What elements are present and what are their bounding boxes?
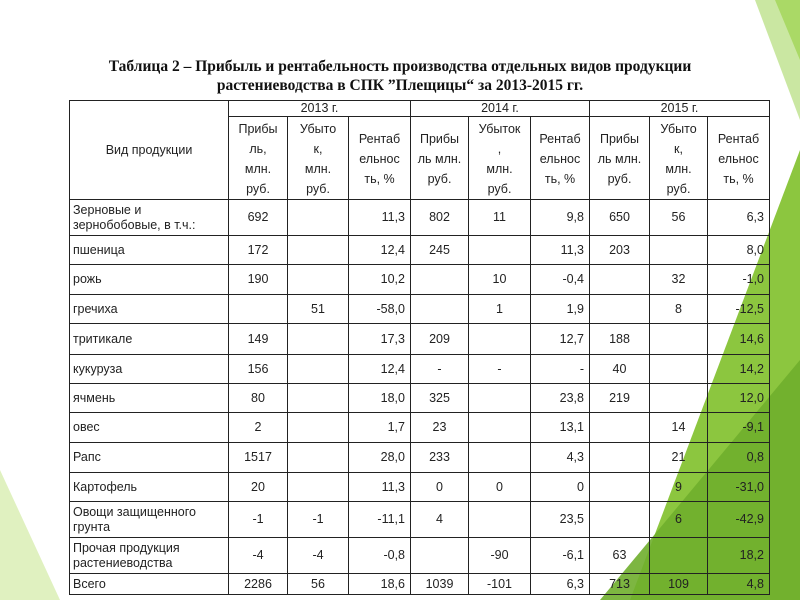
value-cell (650, 324, 708, 355)
product-name-line: Прочая продукция (73, 540, 180, 555)
value-cell: -4 (288, 538, 349, 574)
value-cell: 219 (590, 384, 650, 413)
value-cell: 23,5 (531, 502, 590, 538)
subheader-cell (229, 117, 288, 200)
product-name-line: кукуруза (73, 361, 123, 376)
product-name-line: рожь (73, 272, 102, 286)
value-cell: 2 (229, 413, 288, 443)
value-cell: 0,8 (708, 443, 770, 473)
value-cell (288, 236, 349, 265)
table-row (70, 384, 770, 413)
value-cell: - (411, 355, 469, 384)
header-year-2015: 2015 г. (590, 101, 770, 117)
subheader-line: ть, % (723, 172, 754, 186)
subheader-line: Рентаб (358, 132, 401, 146)
subheader-line: Прибы (599, 132, 640, 146)
subheader-cell (708, 117, 770, 200)
product-name-cell (70, 538, 229, 574)
subheader-line: руб. (427, 172, 452, 186)
value-cell: 12,7 (531, 324, 590, 355)
profit-table (69, 100, 770, 595)
product-name-line: Всего (73, 576, 106, 591)
value-cell: 1,7 (349, 413, 411, 443)
subheader-cell (349, 117, 411, 200)
value-cell: -6,1 (531, 538, 590, 574)
slide-title (60, 57, 740, 95)
value-cell (411, 538, 469, 574)
value-cell (650, 236, 708, 265)
value-cell (650, 384, 708, 413)
value-cell (288, 355, 349, 384)
subheader-line: ть, % (364, 172, 395, 186)
table-row (70, 538, 770, 574)
subheader-line: Прибы (238, 122, 278, 136)
value-cell: -12,5 (708, 295, 770, 324)
subheader-cell (411, 117, 469, 200)
subheader-line: млн. (486, 162, 513, 176)
value-cell: 156 (229, 355, 288, 384)
value-cell: 80 (229, 384, 288, 413)
value-cell: 4 (411, 502, 469, 538)
subheader-line: ль млн. (597, 152, 642, 166)
value-cell (288, 384, 349, 413)
table-row (70, 574, 770, 595)
value-cell (229, 295, 288, 324)
table-row (70, 443, 770, 473)
subheader-line: руб. (607, 172, 632, 186)
value-cell: 12,4 (349, 355, 411, 384)
value-cell: 172 (229, 236, 288, 265)
value-cell: 0 (411, 473, 469, 502)
value-cell: 10,2 (349, 265, 411, 295)
subheader-line: ть, % (544, 172, 576, 186)
header-year-2013: 2013 г. (229, 101, 411, 117)
product-name-cell (70, 473, 229, 502)
value-cell: -1,0 (708, 265, 770, 295)
table-row (70, 324, 770, 355)
subheader-line: ельнос (359, 152, 400, 166)
subheader-line: млн. (244, 162, 272, 176)
subheader-line: Рентаб (717, 132, 760, 146)
subheader-cell (469, 117, 531, 200)
value-cell: 14,2 (708, 355, 770, 384)
value-cell: 12,4 (349, 236, 411, 265)
value-cell: 56 (288, 574, 349, 595)
header-product: Вид продукции (70, 101, 229, 200)
value-cell: -58,0 (349, 295, 411, 324)
title-line-2: растениеводства в СПК ”Плещицы“ за 2013-2015 гг. (216, 77, 584, 94)
value-cell (411, 265, 469, 295)
subheader-line: Убыто (660, 122, 697, 136)
value-cell (469, 413, 531, 443)
value-cell: - (469, 355, 531, 384)
value-cell: 1517 (229, 443, 288, 473)
product-name-cell (70, 295, 229, 324)
value-cell: 23 (411, 413, 469, 443)
subheader-line: млн. (304, 162, 332, 176)
value-cell: 11,3 (349, 473, 411, 502)
value-cell: 209 (411, 324, 469, 355)
subheader-line: ельнос (539, 152, 581, 166)
value-cell: 6 (650, 502, 708, 538)
value-cell: 233 (411, 443, 469, 473)
product-name-line: Зерновые и (73, 202, 142, 217)
table-row (70, 200, 770, 236)
value-cell: -42,9 (708, 502, 770, 538)
product-name-line: Овощи защищенного (73, 504, 196, 519)
value-cell: 11,3 (349, 200, 411, 236)
subheader-line: руб. (246, 182, 270, 196)
value-cell: 325 (411, 384, 469, 413)
value-cell: 17,3 (349, 324, 411, 355)
value-cell: -0,8 (349, 538, 411, 574)
value-cell: -9,1 (708, 413, 770, 443)
subheader-cell (288, 117, 349, 200)
product-name-line: пшеница (73, 242, 125, 257)
value-cell (288, 324, 349, 355)
value-cell: 0 (469, 473, 531, 502)
value-cell: 18,6 (349, 574, 411, 595)
value-cell (650, 355, 708, 384)
value-cell (288, 413, 349, 443)
value-cell (650, 538, 708, 574)
subheader-line: Убыток (478, 122, 521, 136)
product-name-line: гречиха (73, 301, 118, 316)
subheader-cell (590, 117, 650, 200)
value-cell (590, 413, 650, 443)
product-name-line: растениеводства (73, 555, 173, 570)
value-cell: 109 (650, 574, 708, 595)
value-cell (469, 236, 531, 265)
table-row (70, 265, 770, 295)
subheader-line: ль, (249, 142, 267, 156)
subheader-line: ельнос (718, 152, 759, 166)
value-cell (288, 265, 349, 295)
title-line-1: Таблица 2 – Прибыль и рентабельность производства отдельных видов продукции (108, 58, 692, 75)
value-cell (590, 295, 650, 324)
table-row (70, 502, 770, 538)
value-cell: 18,2 (708, 538, 770, 574)
value-cell (469, 384, 531, 413)
value-cell: 1039 (411, 574, 469, 595)
value-cell: 245 (411, 236, 469, 265)
product-name-cell (70, 200, 229, 236)
product-name-cell (70, 384, 229, 413)
header-year-2014: 2014 г. (411, 101, 590, 117)
value-cell: 12,0 (708, 384, 770, 413)
value-cell: 28,0 (349, 443, 411, 473)
product-name-line: ячмень (73, 390, 116, 405)
product-name-cell (70, 324, 229, 355)
value-cell: 8 (650, 295, 708, 324)
value-cell: 650 (590, 200, 650, 236)
value-cell (411, 295, 469, 324)
value-cell: 1,9 (531, 295, 590, 324)
subheader-line: Рентаб (539, 132, 581, 146)
subheader-cell (531, 117, 590, 200)
value-cell: 9 (650, 473, 708, 502)
value-cell (288, 443, 349, 473)
value-cell: -4 (229, 538, 288, 574)
value-cell: 6,3 (708, 200, 770, 236)
subheader-line: руб. (487, 182, 512, 196)
value-cell (288, 200, 349, 236)
value-cell: 21 (650, 443, 708, 473)
value-cell: 9,8 (531, 200, 590, 236)
subheader-line: руб. (306, 182, 330, 196)
subheader-cell (650, 117, 708, 200)
value-cell (590, 473, 650, 502)
value-cell: 56 (650, 200, 708, 236)
value-cell: 4,3 (531, 443, 590, 473)
subheader-line: ль млн. (417, 152, 462, 166)
product-name-line: овес (73, 420, 100, 434)
subheader-line: , (497, 142, 502, 156)
value-cell: 203 (590, 236, 650, 265)
value-cell: -1 (229, 502, 288, 538)
subheader-line: млн. (665, 162, 692, 176)
value-cell: -31,0 (708, 473, 770, 502)
value-cell: 14,6 (708, 324, 770, 355)
value-cell: 6,3 (531, 574, 590, 595)
value-cell: -90 (469, 538, 531, 574)
table-row (70, 295, 770, 324)
value-cell: 18,0 (349, 384, 411, 413)
value-cell: 51 (288, 295, 349, 324)
value-cell: 13,1 (531, 413, 590, 443)
data-table-container (69, 100, 770, 595)
value-cell: 0 (531, 473, 590, 502)
value-cell (590, 265, 650, 295)
product-name-line: Картофель (73, 479, 138, 494)
table-row (70, 473, 770, 502)
value-cell: 149 (229, 324, 288, 355)
value-cell: 14 (650, 413, 708, 443)
value-cell: 40 (590, 355, 650, 384)
product-name-cell (70, 355, 229, 384)
value-cell: 63 (590, 538, 650, 574)
product-name-line: зернобобовые, в т.ч.: (73, 217, 196, 232)
subheader-line: Прибы (419, 132, 460, 146)
value-cell: 692 (229, 200, 288, 236)
value-cell: -101 (469, 574, 531, 595)
subheader-line: к, (313, 142, 323, 156)
value-cell: 20 (229, 473, 288, 502)
value-cell: 188 (590, 324, 650, 355)
product-name-line: грунта (73, 519, 111, 534)
subheader-line: руб. (666, 182, 691, 196)
value-cell: 713 (590, 574, 650, 595)
value-cell (590, 443, 650, 473)
table-row (70, 413, 770, 443)
subheader-line: Убыто (299, 122, 337, 136)
value-cell: 10 (469, 265, 531, 295)
product-name-cell (70, 443, 229, 473)
value-cell (469, 502, 531, 538)
table-row (70, 355, 770, 384)
value-cell (288, 473, 349, 502)
value-cell: -11,1 (349, 502, 411, 538)
value-cell: 802 (411, 200, 469, 236)
product-name-cell (70, 236, 229, 265)
value-cell: -0,4 (531, 265, 590, 295)
value-cell: 11,3 (531, 236, 590, 265)
product-name-cell (70, 265, 229, 295)
value-cell: 1 (469, 295, 531, 324)
value-cell (469, 324, 531, 355)
subheader-line: к, (674, 142, 683, 156)
table-row (70, 236, 770, 265)
value-cell: 190 (229, 265, 288, 295)
value-cell: 32 (650, 265, 708, 295)
value-cell: - (531, 355, 590, 384)
value-cell: 8,0 (708, 236, 770, 265)
value-cell: -1 (288, 502, 349, 538)
value-cell (469, 443, 531, 473)
product-name-cell (70, 502, 229, 538)
value-cell (590, 502, 650, 538)
product-name-cell (70, 413, 229, 443)
product-name-line: Рапс (73, 450, 101, 464)
value-cell: 2286 (229, 574, 288, 595)
value-cell: 4,8 (708, 574, 770, 595)
product-name-cell (70, 574, 229, 595)
value-cell: 23,8 (531, 384, 590, 413)
product-name-line: тритикале (73, 331, 133, 346)
value-cell: 11 (469, 200, 531, 236)
